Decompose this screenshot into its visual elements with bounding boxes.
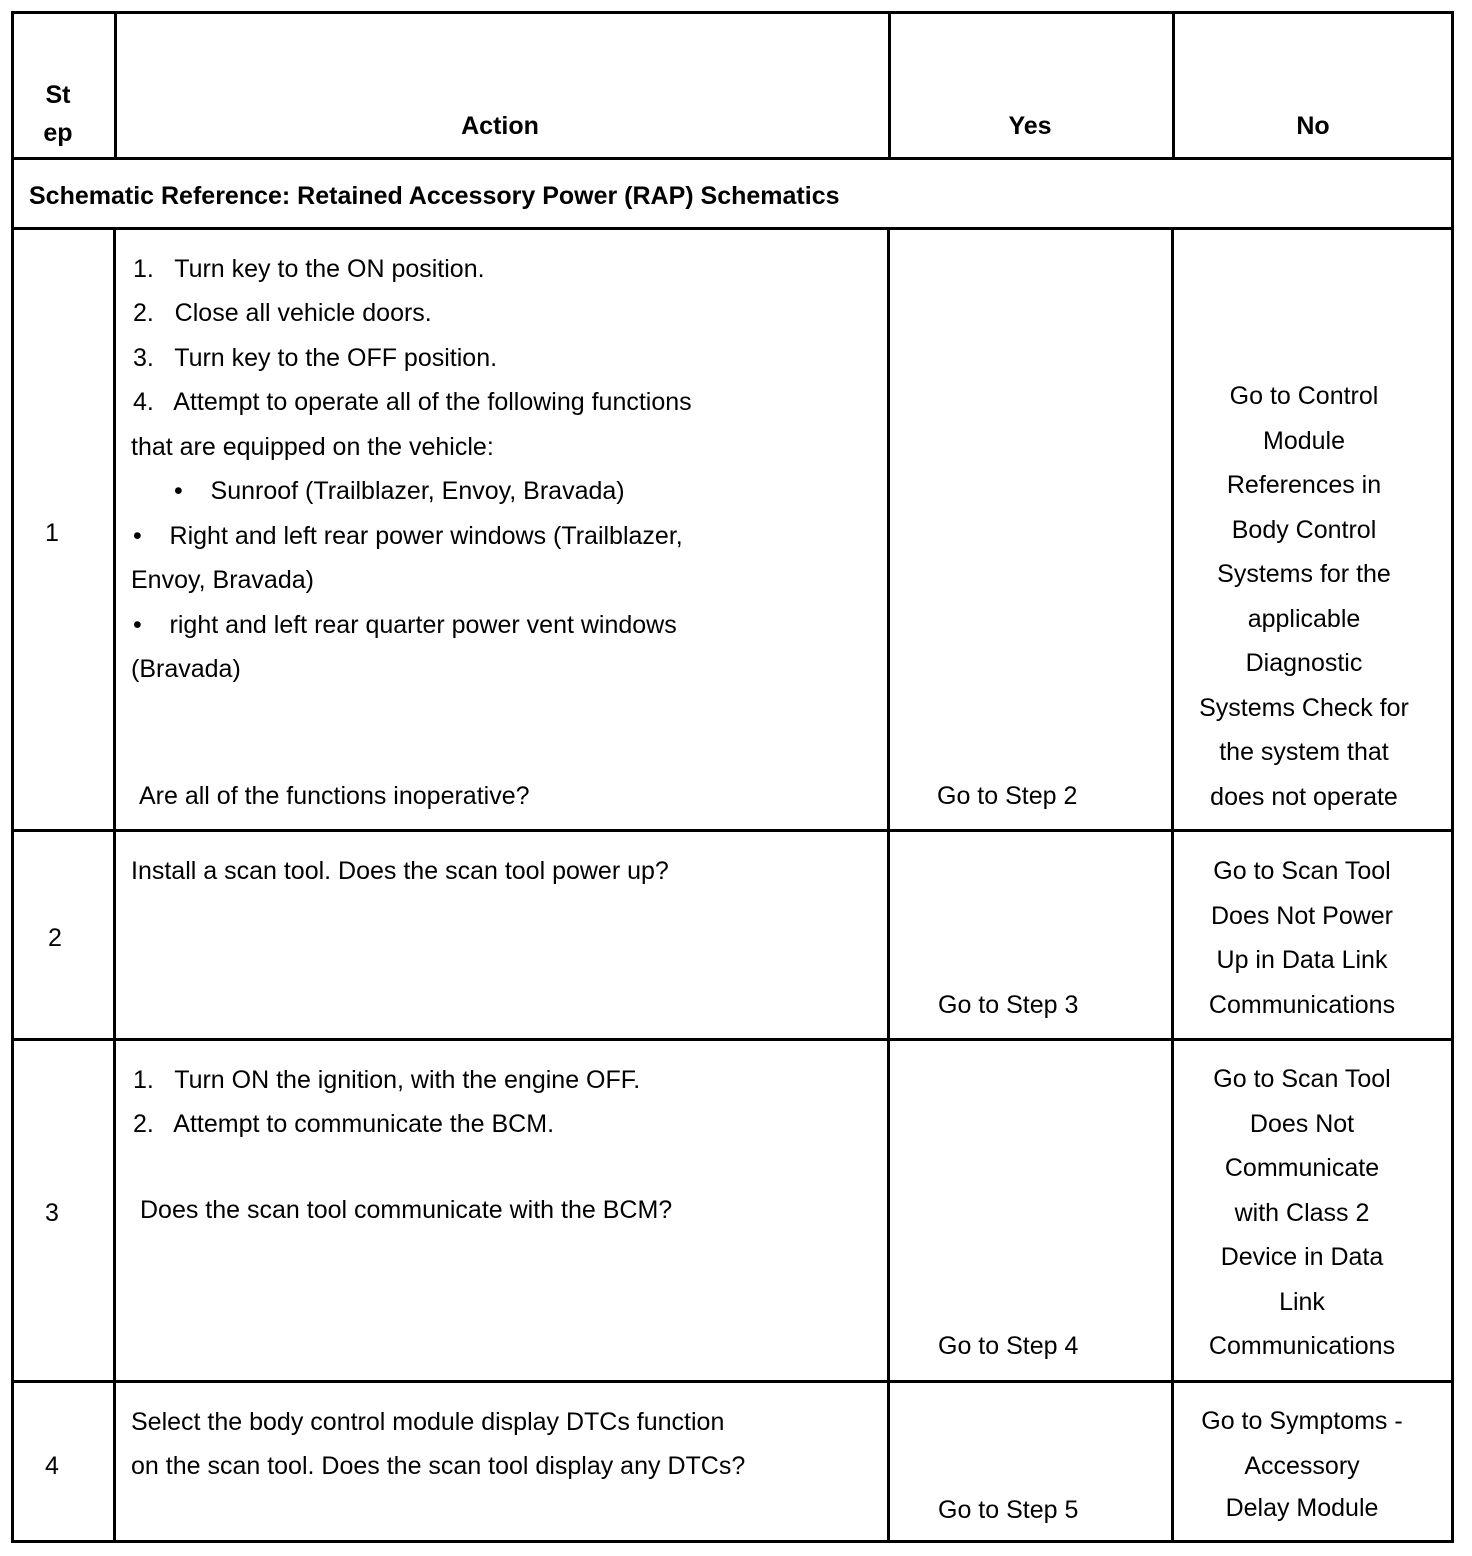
- row1-no-line: Body Control: [1231, 515, 1377, 544]
- diagnostic-table: [11, 11, 1454, 1543]
- row1-step: 1: [45, 519, 59, 547]
- header-action: Action: [461, 112, 539, 140]
- row3-no: [1162, 1057, 1442, 1369]
- row1-action-line-1: 1. Turn key to the ON position.: [133, 255, 485, 283]
- header-no: No: [1296, 112, 1330, 140]
- row1-action-line-6: • Sunroof (Trailblazer, Envoy, Bravada): [174, 477, 625, 505]
- row1-question: Are all of the functions inoperative?: [139, 782, 530, 810]
- row1-divider: [14, 829, 1451, 832]
- row1-no-line: Systems for the: [1217, 560, 1391, 588]
- row1-action-line-2: 2. Close all vehicle doors.: [133, 299, 432, 327]
- row1-no: [1164, 374, 1444, 819]
- row4-action-line-2: on the scan tool. Does the scan tool display any DTCs?: [131, 1452, 746, 1480]
- row4-no-line: Accessory: [1244, 1451, 1360, 1480]
- row4-yes: Go to Step 5: [938, 1496, 1079, 1524]
- row3-yes: Go to Step 4: [938, 1332, 1079, 1360]
- row2-no-line: Communications: [1208, 990, 1396, 1019]
- reference-divider: [14, 227, 1451, 230]
- row1-no-line: Go to Control: [1229, 382, 1379, 410]
- row3-divider: [14, 1380, 1451, 1383]
- row4-no-line: Go to Symptoms -: [1201, 1407, 1403, 1435]
- row1-action-line-3: 3. Turn key to the OFF position.: [133, 344, 498, 372]
- row3-no-line: Go to Scan Tool: [1213, 1065, 1391, 1093]
- row2-no-line: Up in Data Link: [1216, 946, 1388, 974]
- row1-no-line: Diagnostic: [1245, 649, 1363, 677]
- col-divider-action: [887, 227, 890, 1540]
- header-step-line-1: St: [45, 81, 71, 109]
- row4-no: [1162, 1399, 1442, 1528]
- row4-action-line-1: Select the body control module display DTCs function: [131, 1408, 725, 1436]
- row1-action-line-8: Envoy, Bravada): [131, 566, 314, 594]
- header-divider: [14, 157, 1451, 160]
- row3-no-line: with Class 2: [1234, 1198, 1370, 1227]
- row3-step: 3: [45, 1199, 59, 1227]
- row3-action-line-2: 2. Attempt to communicate the BCM.: [133, 1110, 555, 1138]
- row1-yes: Go to Step 2: [937, 782, 1078, 810]
- row1-action-line-4: 4. Attempt to operate all of the following functions: [133, 388, 692, 416]
- row3-no-line: Link: [1279, 1287, 1325, 1316]
- row2-action-line-1: Install a scan tool. Does the scan tool power up?: [131, 857, 669, 885]
- row1-action-line-9: • right and left rear quarter power vent windows: [133, 611, 677, 639]
- row3-no-line: Communicate: [1224, 1154, 1380, 1182]
- row2-step: 2: [48, 924, 62, 952]
- row2-divider: [14, 1038, 1451, 1041]
- row1-no-line: References in: [1226, 471, 1382, 499]
- row3-no-line: Does Not: [1249, 1109, 1355, 1138]
- row3-no-line: Communications: [1208, 1332, 1396, 1360]
- row2-no-line: Go to Scan Tool: [1213, 857, 1391, 885]
- row2-yes: Go to Step 3: [938, 991, 1079, 1019]
- row3-no-line: Device in Data: [1220, 1243, 1384, 1271]
- row4-step: 4: [45, 1452, 59, 1480]
- row3-action-line-1: 1. Turn ON the ignition, with the engine OFF.: [133, 1066, 641, 1094]
- schematic-reference: Schematic Reference: Retained Accessory Power (RAP) Schematics: [29, 182, 840, 210]
- row2-no-line: Does Not Power: [1210, 901, 1394, 930]
- row4-no-line: Delay Module: [1225, 1494, 1379, 1522]
- row1-action-line-5: that are equipped on the vehicle:: [131, 433, 494, 461]
- row1-no-line: Module: [1263, 426, 1345, 455]
- header-step: [14, 76, 102, 152]
- col-divider-step: [113, 227, 116, 1540]
- row1-no-line: does not operate: [1210, 782, 1398, 811]
- row3-question: Does the scan tool communicate with the BCM?: [140, 1196, 673, 1224]
- row1-action-line-10: (Bravada): [131, 655, 241, 683]
- row1-action-line-7: • Right and left rear power windows (Trailblazer,: [133, 522, 683, 550]
- row1-no-line: applicable: [1247, 604, 1361, 633]
- row2-no: [1162, 849, 1442, 1027]
- row1-no-line: Systems Check for: [1199, 693, 1409, 722]
- header-step-line-2: ep: [43, 119, 73, 147]
- header-yes: Yes: [1008, 112, 1052, 140]
- row1-no-line: the system that: [1219, 738, 1389, 766]
